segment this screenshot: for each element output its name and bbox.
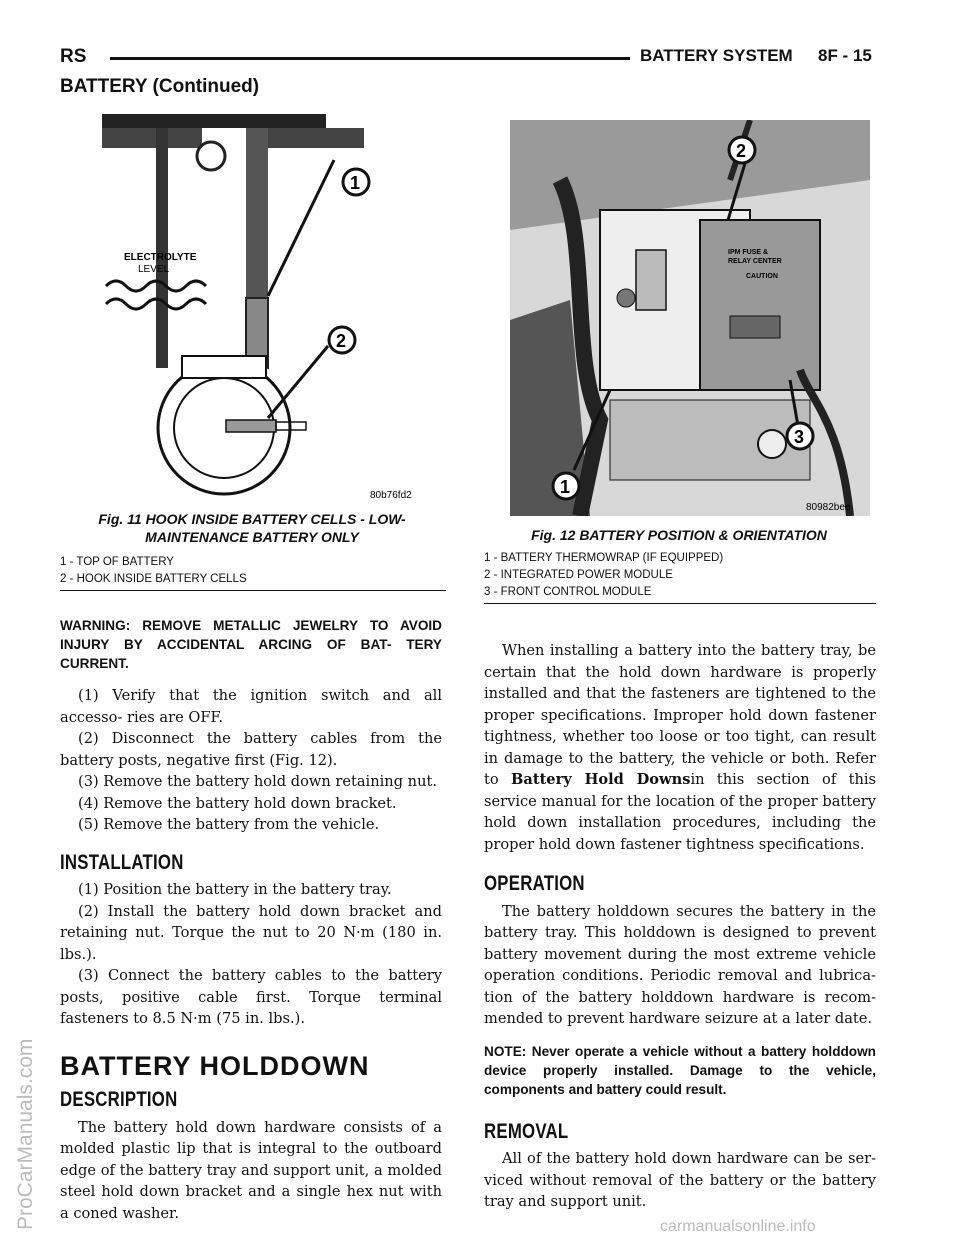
right-column bbox=[484, 640, 876, 1213]
removal-step: (2) Disconnect the battery cables from the battery posts, negative first (Fig. 12). bbox=[60, 730, 442, 769]
battery-hold-downs-ref: Battery Hold Downs bbox=[511, 771, 691, 788]
page-number: 8F - 15 bbox=[818, 46, 872, 65]
figure-12-code: 80982bee bbox=[806, 502, 851, 513]
header-section-title: BATTERY SYSTEM bbox=[640, 46, 793, 65]
header-section-code: RS bbox=[60, 46, 87, 67]
svg-text:CAUTION: CAUTION bbox=[746, 273, 778, 280]
callout-3: 3 bbox=[794, 427, 805, 447]
legend-item: 3 - FRONT CONTROL MODULE bbox=[484, 586, 652, 598]
figure-12-rule bbox=[484, 603, 876, 604]
legend-item: 1 - TOP OF BATTERY bbox=[60, 556, 174, 568]
legend-item: 2 - INTEGRATED POWER MODULE bbox=[484, 569, 673, 581]
removal-step: (4) Remove the battery hold down bracket. bbox=[78, 794, 397, 812]
svg-text:RELAY CENTER: RELAY CENTER bbox=[728, 258, 782, 265]
header-rule bbox=[110, 57, 630, 60]
install-note-text-b: in this section of this service manual for the location of the proper battery hold down installation procedures, including the proper hold down fastener tightness specifications. bbox=[484, 771, 877, 853]
removal-step: (3) Remove the battery hold down retaining nut. bbox=[78, 773, 437, 790]
figure-11-illustration bbox=[96, 108, 476, 508]
figure-11-caption-line-1: Fig. 11 HOOK INSIDE BATTERY CELLS - LOW- bbox=[98, 511, 406, 527]
continued-heading: BATTERY (Continued) bbox=[60, 76, 260, 97]
battery-holddown-heading: BATTERY HOLDDOWN bbox=[60, 1050, 370, 1081]
figure-11-code: 80b76fd2 bbox=[370, 490, 412, 501]
callout-2: 2 bbox=[336, 331, 347, 351]
install-step: (2) Install the battery hold down bracket and retaining nut. Torque the nut to 20 N·m (180 in. lbs.). bbox=[60, 902, 442, 963]
warning-text: WARNING: REMOVE METALLIC JEWELRY TO AVOID INJURY BY ACCIDENTAL ARCING OF BAT- TERY CURRENT. bbox=[60, 618, 442, 671]
operation-heading: OPERATION bbox=[484, 872, 585, 895]
electrolyte-label: ELECTROLYTE bbox=[124, 252, 197, 263]
description-text: The battery hold down hardware consists of a molded plastic lip that is integral to the outboard edge of the battery tray and support unit, a molded steel hold down bracket and a single hex nut with a coned washer. bbox=[60, 1118, 442, 1222]
svg-text:IPM FUSE &: IPM FUSE & bbox=[728, 249, 769, 256]
install-step: (3) Connect the battery cables to the battery posts, positive cable first. Torque terminal fasteners to 8.5 N·m (75 in. lbs.). bbox=[60, 967, 442, 1027]
operation-text: The battery holddown secures the battery in the battery tray. This holddown is designed to prevent battery movement during the most extreme vehicle operation conditions. Periodic removal and lubrica- tion of the battery holddown hardware is recom- mended to prevent hardware seizure at a later date. bbox=[484, 902, 876, 1027]
side-watermark: ProCarManuals.com bbox=[14, 1038, 37, 1230]
legend-item: 2 - HOOK INSIDE BATTERY CELLS bbox=[60, 573, 247, 585]
install-note-paragraph bbox=[484, 640, 876, 855]
installation-heading: INSTALLATION bbox=[60, 850, 184, 874]
level-label: LEVEL bbox=[138, 264, 170, 275]
figure-11-rule bbox=[60, 590, 446, 591]
removal-step: (5) Remove the battery from the vehicle. bbox=[78, 816, 380, 833]
figure-11-legend bbox=[60, 554, 247, 588]
footer-watermark: carmanualsonline.info bbox=[660, 1218, 816, 1235]
figure-11-caption-line-2: MAINTENANCE BATTERY ONLY bbox=[145, 529, 359, 545]
figure-12-illustration bbox=[510, 120, 870, 516]
left-column bbox=[60, 616, 442, 1224]
figure-12-legend bbox=[484, 550, 723, 601]
description-heading: DESCRIPTION bbox=[60, 1088, 178, 1111]
note-text: NOTE: Never operate a vehicle without a battery holddown device properly installed. Damage to the vehicle, components and battery could result. bbox=[484, 1043, 876, 1097]
removal-text: All of the battery hold down hardware can be ser- viced without removal of the battery or the battery tray and support unit. bbox=[484, 1150, 876, 1210]
figure-11-caption bbox=[60, 510, 444, 546]
removal-heading: REMOVAL bbox=[484, 1119, 569, 1143]
callout-1: 1 bbox=[350, 173, 361, 193]
figure-12-caption: Fig. 12 BATTERY POSITION & ORIENTATION bbox=[531, 527, 827, 543]
install-note-text-a: When installing a battery into the battery tray, be certain that the hold down hardware is properly installed and that the fasteners are tightened to the proper specifications. Improper hold down fastener tightness, whether too loose or too tight, can result in damage to the battery, the vehicle or both. Refer to bbox=[484, 642, 876, 788]
install-step: (1) Position the battery in the battery tray. bbox=[78, 881, 392, 898]
callout-2: 2 bbox=[736, 141, 747, 161]
legend-item: 1 - BATTERY THERMOWRAP (IF EQUIPPED) bbox=[484, 552, 724, 564]
callout-1: 1 bbox=[560, 477, 571, 497]
removal-step: (1) Verify that the ignition switch and all accesso- ries are OFF. bbox=[60, 687, 442, 726]
